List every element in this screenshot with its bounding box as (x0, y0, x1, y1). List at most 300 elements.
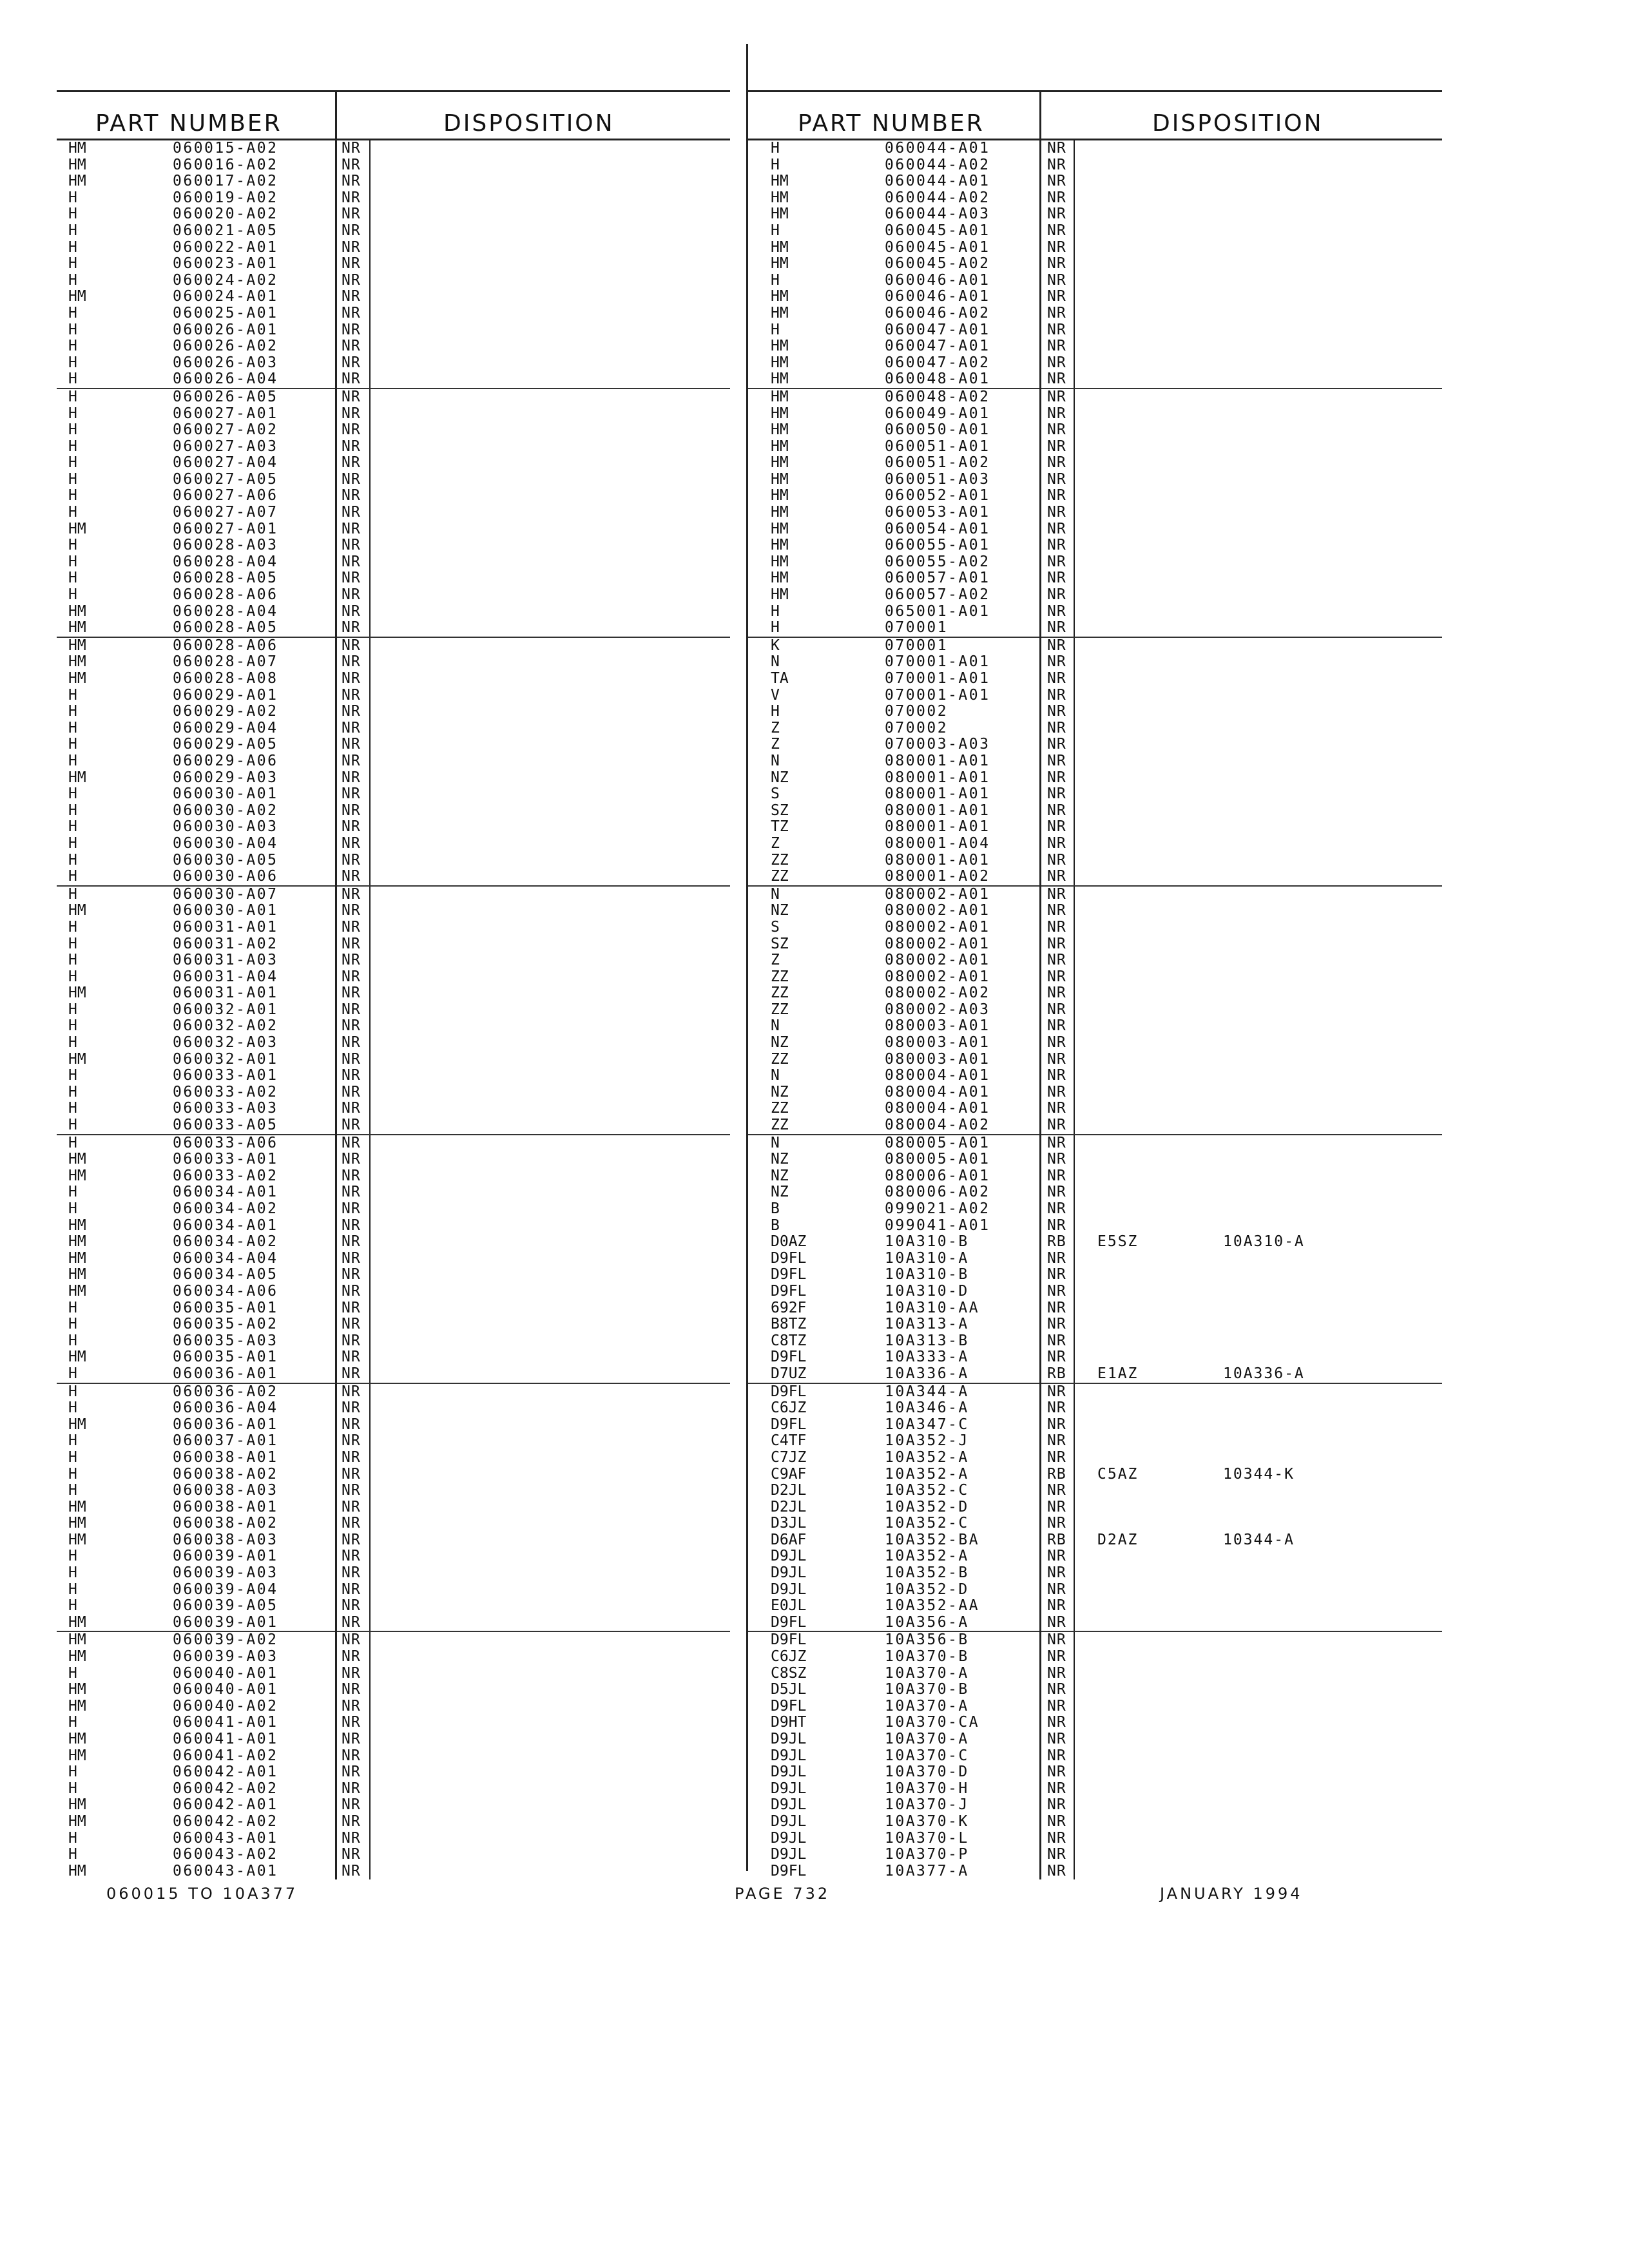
table-row (57, 1100, 730, 1117)
table-row (746, 1682, 1442, 1698)
prefix-cell: HM (68, 602, 86, 620)
part-number-cell: 060033-A05 (173, 1117, 278, 1134)
part-number-cell: 10A370-A (885, 1731, 969, 1747)
part-number-cell: 060033-A01 (173, 1151, 278, 1168)
table-row (57, 1333, 730, 1350)
disposition-cell: NR (342, 1812, 361, 1830)
prefix-cell: HM (68, 1233, 86, 1251)
prefix-cell: HM (68, 1697, 86, 1715)
table-row (746, 521, 1442, 538)
prefix-cell: ZZ (771, 968, 789, 985)
disposition-cell: NR (342, 255, 361, 273)
table-row (746, 1417, 1442, 1434)
disposition-cell: NR (342, 1714, 361, 1731)
table-row (746, 1532, 1442, 1549)
prefix-cell: H (68, 537, 77, 554)
disposition-cell: NR (1047, 670, 1066, 687)
part-number-cell: 10A310-B (885, 1233, 969, 1251)
table-row (57, 570, 730, 587)
part-number-cell: 060047-A01 (885, 338, 990, 355)
part-number-cell: 060038-A02 (173, 1515, 278, 1532)
disposition-cell: NR (1047, 1416, 1066, 1433)
replacement-code-cell: E5SZ (1097, 1233, 1139, 1251)
prefix-cell: HM (68, 1249, 86, 1267)
prefix-cell: H (68, 1067, 77, 1084)
prefix-cell: HM (68, 653, 86, 671)
prefix-cell: HM (68, 1531, 86, 1548)
table-row (57, 1366, 730, 1383)
disposition-cell: NR (342, 703, 361, 720)
table-row (57, 439, 730, 456)
disposition-cell: NR (1047, 1399, 1066, 1417)
disposition-cell: NR (1047, 388, 1066, 405)
prefix-cell: H (68, 736, 77, 753)
part-number-cell: 060040-A01 (173, 1664, 278, 1682)
part-number-cell: 060028-A07 (173, 653, 278, 671)
prefix-cell: C8SZ (771, 1664, 807, 1682)
disposition-cell: NR (342, 1299, 361, 1316)
prefix-cell: Z (771, 736, 780, 753)
prefix-cell: H (771, 156, 780, 173)
table-row (746, 1400, 1442, 1417)
prefix-cell: HM (68, 1631, 86, 1649)
table-row (57, 1433, 730, 1450)
table-row (746, 1831, 1442, 1847)
prefix-cell: HM (771, 405, 789, 422)
prefix-cell: D9JL (771, 1846, 807, 1863)
prefix-cell: HM (68, 769, 86, 786)
table-row (57, 1068, 730, 1084)
table-row (57, 1565, 730, 1582)
table-row (57, 1283, 730, 1300)
disposition-cell: NR (1047, 470, 1066, 488)
part-number-cell: 060045-A01 (885, 238, 990, 256)
disposition-cell: NR (342, 354, 361, 371)
part-number-cell: 10A370-L (885, 1829, 969, 1847)
part-number-cell: 060045-A01 (885, 222, 990, 239)
disposition-cell: NR (342, 537, 361, 554)
part-number-cell: 080001-A01 (885, 785, 990, 803)
table-row (57, 1316, 730, 1333)
table-row (57, 1184, 730, 1201)
prefix-cell: H (68, 1332, 77, 1349)
table-row (746, 273, 1442, 289)
prefix-cell: HM (771, 504, 789, 521)
disposition-cell: NR (342, 1399, 361, 1417)
disposition-cell: NR (342, 885, 361, 903)
part-number-cell: 10A370-D (885, 1763, 969, 1781)
table-row (57, 388, 730, 406)
prefix-cell: N (771, 1134, 780, 1151)
part-number-cell: 060033-A06 (173, 1134, 278, 1151)
part-number-cell: 10A352-BA (885, 1531, 980, 1548)
disposition-cell: NR (1047, 1050, 1066, 1068)
disposition-cell: NR (342, 1829, 361, 1847)
part-number-cell: 060030-A01 (173, 785, 278, 803)
part-number-cell: 060024-A01 (173, 288, 278, 305)
disposition-cell: NR (342, 1548, 361, 1565)
table-row (57, 1615, 730, 1631)
part-number-cell: 060030-A05 (173, 851, 278, 869)
prefix-cell: B (771, 1200, 780, 1217)
prefix-cell: H (68, 271, 77, 289)
table-row (57, 157, 730, 174)
disposition-cell: NR (342, 1631, 361, 1649)
prefix-cell: H (771, 321, 780, 338)
disposition-cell: NR (342, 802, 361, 819)
prefix-cell: TZ (771, 818, 789, 836)
part-number-cell: 060030-A06 (173, 868, 278, 885)
part-number-cell: 060044-A02 (885, 156, 990, 173)
part-number-cell: 10A310-D (885, 1282, 969, 1300)
footer-range: 060015 TO 10A377 (106, 1885, 298, 1903)
disposition-cell: NR (342, 1465, 361, 1483)
table-row (746, 1515, 1442, 1532)
table-row (57, 1035, 730, 1052)
prefix-cell: HM (68, 1151, 86, 1168)
disposition-cell: NR (1047, 1731, 1066, 1747)
prefix-cell: D9FL (771, 1383, 807, 1400)
part-number-cell: 060034-A06 (173, 1282, 278, 1300)
prefix-cell: H (68, 206, 77, 223)
part-number-cell: 060051-A02 (885, 454, 990, 472)
table-row (746, 969, 1442, 986)
part-number-cell: 060038-A03 (173, 1482, 278, 1499)
prefix-cell: HM (771, 388, 789, 405)
footer-page-number: PAGE 732 (735, 1885, 831, 1903)
prefix-cell: D9FL (771, 1266, 807, 1283)
disposition-cell: NR (1047, 1862, 1066, 1879)
table-row (746, 869, 1442, 885)
disposition-cell: NR (1047, 868, 1066, 885)
disposition-cell: NR (342, 189, 361, 206)
disposition-cell: NR (342, 952, 361, 969)
disposition-cell: NR (342, 586, 361, 604)
table-row (746, 1218, 1442, 1235)
part-number-cell: 060023-A01 (173, 255, 278, 273)
table-row (746, 322, 1442, 339)
prefix-cell: NZ (771, 1167, 789, 1184)
prefix-cell: H (68, 1763, 77, 1781)
panel-left-border (746, 44, 748, 1871)
prefix-cell: D9FL (771, 1249, 807, 1267)
part-number-cell: 080003-A01 (885, 1034, 990, 1052)
prefix-cell: E0JL (771, 1597, 807, 1615)
table-row (57, 1814, 730, 1831)
part-number-cell: 060031-A02 (173, 935, 278, 952)
part-number-cell: 099041-A01 (885, 1216, 990, 1234)
disposition-cell: NR (1047, 802, 1066, 819)
disposition-cell: NR (342, 1100, 361, 1117)
prefix-cell: ZZ (771, 1117, 789, 1134)
disposition-cell: NR (1047, 968, 1066, 985)
disposition-cell: NR (342, 785, 361, 803)
table-row (57, 537, 730, 554)
part-number-cell: 060033-A02 (173, 1167, 278, 1184)
prefix-cell: ZZ (771, 1001, 789, 1018)
part-number-cell: 060028-A04 (173, 602, 278, 620)
table-row (57, 422, 730, 439)
prefix-cell: H (68, 1581, 77, 1598)
part-number-cell: 080001-A01 (885, 769, 990, 786)
column-divider (335, 137, 337, 1871)
part-number-cell: 060042-A02 (173, 1812, 278, 1830)
part-number-cell: 060041-A02 (173, 1747, 278, 1764)
prefix-cell: D9JL (771, 1747, 807, 1764)
table-row (57, 687, 730, 704)
part-number-cell: 060024-A02 (173, 271, 278, 289)
table-row (746, 240, 1442, 256)
disposition-cell: NR (1047, 1597, 1066, 1615)
prefix-cell: D9FL (771, 1631, 807, 1649)
part-number-cell: 060034-A01 (173, 1184, 278, 1201)
disposition-cell: NR (1047, 1515, 1066, 1532)
replacement-code-cell: D2AZ (1097, 1531, 1139, 1548)
table-row (746, 206, 1442, 223)
disposition-cell: NR (1047, 189, 1066, 206)
table-row (57, 736, 730, 753)
disposition-cell: RB (1047, 1233, 1066, 1251)
prefix-cell: HM (68, 1282, 86, 1300)
part-number-cell: 060029-A01 (173, 686, 278, 704)
table-row (57, 1532, 730, 1549)
disposition-cell: NR (342, 818, 361, 836)
table-row (57, 903, 730, 919)
prefix-cell: C6JZ (771, 1399, 807, 1417)
part-number-cell: 060047-A02 (885, 354, 990, 371)
table-row (746, 1698, 1442, 1715)
part-number-cell: 060027-A05 (173, 470, 278, 488)
disposition-cell: NR (342, 1001, 361, 1018)
disposition-cell: NR (342, 454, 361, 472)
part-number-cell: 060048-A01 (885, 370, 990, 388)
part-number-cell: 060030-A04 (173, 834, 278, 852)
part-number-cell: 060044-A01 (885, 173, 990, 190)
prefix-cell: H (68, 388, 77, 405)
prefix-cell: HM (68, 1498, 86, 1515)
part-number-cell: 060028-A05 (173, 619, 278, 637)
part-number-cell: 070001 (885, 637, 949, 654)
part-number-cell: 10A333-A (885, 1349, 969, 1366)
table-row (746, 1433, 1442, 1450)
disposition-cell: NR (1047, 769, 1066, 786)
prefix-cell: D9JL (771, 1581, 807, 1598)
prefix-cell: HM (68, 1747, 86, 1764)
part-number-cell: 10A352-A (885, 1465, 969, 1483)
table-row (746, 190, 1442, 207)
disposition-cell: NR (342, 619, 361, 637)
prefix-cell: HM (68, 902, 86, 919)
prefix-cell: H (68, 354, 77, 371)
prefix-cell: HM (68, 520, 86, 537)
disposition-cell: NR (1047, 421, 1066, 439)
prefix-cell: H (68, 570, 77, 587)
prefix-cell: HM (771, 288, 789, 305)
table-row (746, 1184, 1442, 1201)
prefix-cell: H (68, 405, 77, 422)
disposition-cell: NR (1047, 140, 1066, 157)
prefix-cell: H (771, 140, 780, 157)
part-number-cell: 060025-A01 (173, 304, 278, 322)
table-row (746, 305, 1442, 322)
table-row (57, 1234, 730, 1251)
prefix-cell: D9JL (771, 1548, 807, 1565)
table-row (57, 1383, 730, 1401)
disposition-cell: NR (342, 968, 361, 985)
part-number-cell: 060040-A01 (173, 1681, 278, 1698)
prefix-cell: HM (68, 1266, 86, 1283)
table-row (746, 587, 1442, 604)
prefix-cell: HM (771, 238, 789, 256)
table-row (746, 355, 1442, 372)
disposition-cell: NR (1047, 173, 1066, 190)
disposition-cell: NR (1047, 985, 1066, 1002)
prefix-cell: SZ (771, 935, 789, 952)
table-row (746, 388, 1442, 406)
table-row (57, 521, 730, 538)
disposition-cell: NR (342, 851, 361, 869)
part-number-cell: 10A352-D (885, 1498, 969, 1515)
table-row (57, 1666, 730, 1682)
right-table-header (746, 90, 1442, 140)
prefix-cell: H (68, 918, 77, 936)
disposition-cell: NR (342, 868, 361, 885)
table-row (746, 1267, 1442, 1283)
disposition-cell: NR (1047, 1299, 1066, 1316)
part-number-header: PART NUMBER (798, 110, 985, 137)
table-row (746, 1847, 1442, 1863)
disposition-cell: NR (342, 1664, 361, 1682)
part-number-cell: 060055-A02 (885, 553, 990, 570)
disposition-cell: NR (1047, 370, 1066, 388)
table-row (57, 1649, 730, 1666)
table-row (57, 322, 730, 339)
prefix-cell: H (68, 437, 77, 455)
disposition-cell: NR (1047, 653, 1066, 671)
prefix-cell: ZZ (771, 868, 789, 885)
disposition-cell: NR (342, 370, 361, 388)
disposition-cell: NR (1047, 586, 1066, 604)
prefix-cell: H (68, 454, 77, 472)
disposition-cell: NR (342, 1083, 361, 1100)
part-number-cell: 060035-A03 (173, 1332, 278, 1349)
part-number-cell: 060044-A02 (885, 189, 990, 206)
part-number-cell: 080005-A01 (885, 1151, 990, 1168)
part-number-cell: 080002-A01 (885, 952, 990, 969)
prefix-cell: H (68, 1365, 77, 1382)
prefix-cell: D9JL (771, 1812, 807, 1830)
prefix-cell: H (68, 1829, 77, 1847)
replacement-part-cell: 10344-K (1223, 1465, 1295, 1483)
replacement-code-cell: E1AZ (1097, 1365, 1139, 1382)
table-row (746, 1300, 1442, 1317)
disposition-cell: NR (342, 719, 361, 736)
disposition-cell: NR (1047, 454, 1066, 472)
prefix-cell: H (68, 1399, 77, 1417)
part-number-cell: 060048-A02 (885, 388, 990, 405)
part-number-cell: 070002 (885, 703, 949, 720)
part-number-cell: 080002-A02 (885, 985, 990, 1002)
table-row (57, 1151, 730, 1168)
table-row (57, 1764, 730, 1781)
prefix-cell: D9FL (771, 1416, 807, 1433)
disposition-cell: NR (1047, 1482, 1066, 1499)
prefix-cell: D9HT (771, 1714, 807, 1731)
disposition-cell: NR (342, 470, 361, 488)
table-row (746, 1466, 1442, 1483)
disposition-cell: NR (342, 1432, 361, 1450)
table-row (746, 1598, 1442, 1615)
prefix-cell: HM (68, 985, 86, 1002)
disposition-cell: NR (1047, 1681, 1066, 1698)
part-number-cell: 060034-A02 (173, 1200, 278, 1217)
table-row (746, 1316, 1442, 1333)
table-row (746, 903, 1442, 919)
table-row (746, 1565, 1442, 1582)
prefix-cell: HM (771, 338, 789, 355)
disposition-cell: NR (1047, 602, 1066, 620)
part-number-cell: 060032-A01 (173, 1050, 278, 1068)
part-number-cell: 070001-A01 (885, 653, 990, 671)
table-row (746, 637, 1442, 655)
disposition-cell: NR (1047, 935, 1066, 952)
part-number-cell: 060039-A01 (173, 1613, 278, 1631)
disposition-cell: NR (1047, 752, 1066, 769)
prefix-cell: H (68, 487, 77, 505)
table-row (57, 1797, 730, 1814)
table-row (57, 620, 730, 637)
disposition-cell: NR (342, 1117, 361, 1134)
table-row (57, 885, 730, 903)
footer-date: JANUARY 1994 (1160, 1885, 1303, 1903)
disposition-cell: NR (342, 1200, 361, 1217)
disposition-cell: NR (1047, 206, 1066, 223)
table-row (746, 173, 1442, 190)
part-number-cell: 10A347-C (885, 1416, 969, 1433)
table-row (746, 836, 1442, 852)
prefix-cell: HM (68, 173, 86, 190)
disposition-cell: NR (1047, 1613, 1066, 1631)
prefix-cell: D0AZ (771, 1233, 807, 1251)
prefix-cell: H (68, 1564, 77, 1582)
prefix-cell: H (68, 752, 77, 769)
prefix-cell: TA (771, 670, 789, 687)
part-number-cell: 060038-A01 (173, 1448, 278, 1466)
table-row (57, 936, 730, 953)
part-number-cell: 10A352-C (885, 1515, 969, 1532)
prefix-cell: H (68, 255, 77, 273)
disposition-cell: NR (342, 918, 361, 936)
prefix-cell: H (68, 1714, 77, 1731)
disposition-cell: NR (342, 1448, 361, 1466)
disposition-cell: NR (342, 834, 361, 852)
part-number-cell: 060022-A01 (173, 238, 278, 256)
prefix-cell: H (68, 834, 77, 852)
part-number-cell: 080006-A01 (885, 1167, 990, 1184)
prefix-cell: H (68, 1482, 77, 1499)
part-number-cell: 060017-A02 (173, 173, 278, 190)
part-number-cell: 060055-A01 (885, 537, 990, 554)
part-number-cell: 060035-A02 (173, 1316, 278, 1333)
table-row (746, 1018, 1442, 1035)
prefix-cell: H (68, 504, 77, 521)
prefix-cell: H (68, 868, 77, 885)
prefix-cell: D9JL (771, 1796, 807, 1814)
disposition-cell: NR (342, 222, 361, 239)
disposition-cell: NR (1047, 504, 1066, 521)
disposition-cell: NR (1047, 1067, 1066, 1084)
disposition-cell: NR (342, 156, 361, 173)
